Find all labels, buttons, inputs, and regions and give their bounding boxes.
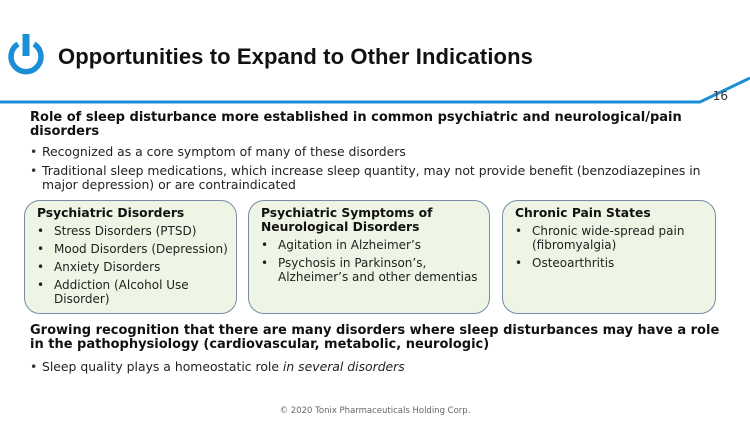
section1-bullet-list [30, 145, 730, 197]
neurological-disorders-box [248, 200, 490, 314]
box-list-item: • Addiction (Alcohol Use Disorder) [37, 278, 228, 306]
box-list-item: • Psychosis in Parkinson’s, Alzheimer’s and other dementias [261, 256, 481, 284]
title-underline [0, 76, 750, 106]
section2-bullet [30, 360, 730, 374]
page-number: 16 [712, 89, 728, 103]
box-list-item: • Mood Disorders (Depression) [37, 242, 228, 256]
bullet-text: Sleep quality plays a homeostatic role [42, 359, 283, 374]
box-list-item: • Stress Disorders (PTSD) [37, 224, 228, 238]
box-list-item: • Agitation in Alzheimer’s [261, 238, 481, 252]
section1-bullet: • Recognized as a core symptom of many of these disorders [30, 145, 730, 159]
box-list-item: • Anxiety Disorders [37, 260, 228, 274]
section2-heading: Growing recognition that there are many disorders where sleep disturbances may have a role in the pathophysiology (cardiovascular, metabolic, neurologic) [30, 323, 720, 352]
box-list-item: • Osteoarthritis [515, 256, 707, 270]
box-heading: Chronic Pain States [515, 206, 651, 220]
chronic-pain-box [502, 200, 716, 314]
box-list-item: • Chronic wide-spread pain (fibromyalgia) [515, 224, 707, 252]
copyright-footer: © 2020 Tonix Pharmaceuticals Holding Corp. [279, 406, 471, 416]
slide-title: Opportunities to Expand to Other Indications [58, 44, 533, 69]
section1-bullet: • Traditional sleep medications, which increase sleep quantity, may not provide benefit (benzodiazepines in major depression) or are contraindicated [30, 164, 730, 192]
box-heading: Psychiatric Disorders [37, 206, 185, 220]
section2-bullet-list [30, 360, 730, 379]
section1-heading: Role of sleep disturbance more established in common psychiatric and neurological/pain disorders [30, 110, 682, 139]
psychiatric-disorders-box [24, 200, 237, 314]
power-logo-icon [6, 30, 46, 78]
bullet-emphasis: in several disorders [282, 359, 405, 374]
box-heading: Psychiatric Symptoms of Neurological Disorders [261, 206, 433, 234]
